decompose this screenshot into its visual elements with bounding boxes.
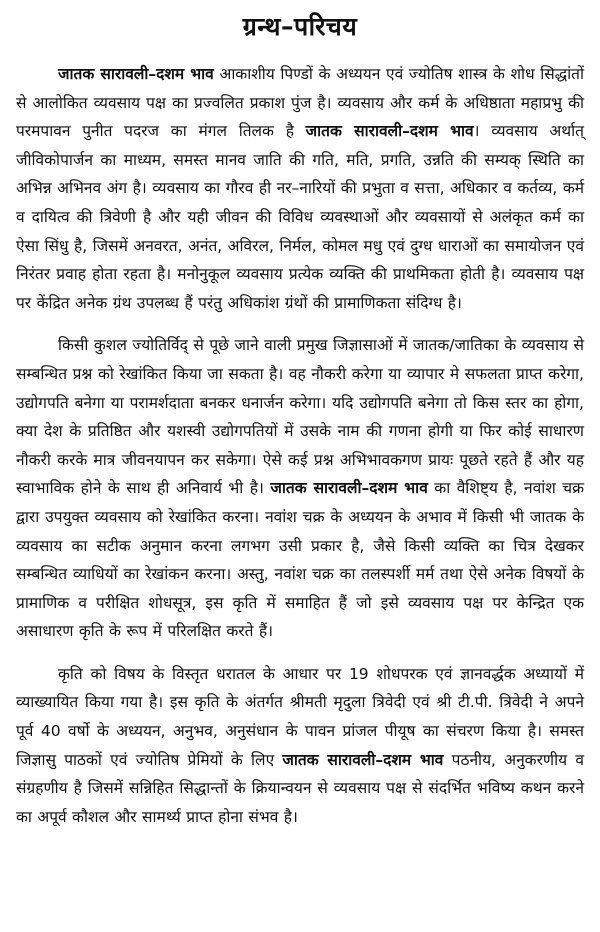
paragraph-text: आकाशीय पिण्डों के अध्ययन एवं ज्योतिष शास्त्र के शोध सिद्धांतों से आलोकित व्यवसाय पक्ष का प्रज्वलित प्रकाश पुंज है। व्यवसाय और कर्म के अधिष्ठाता महाप्रभु की परमपावन पुनीत पदरज का मंगल तिलक है — [16, 65, 584, 141]
paragraph-text: । व्यवसाय अर्थात् जीविकोपार्जन का माध्यम, समस्त मानव जाति की गति, मति, प्रगति, उन्नति की सम्यक् स्थिति का अभिन्न अभिनव अंग है। व्यवसाय का गौरव ही नर–नारियों की प्रभुता व सत्ता, अधिकार व कर्तव्य, कर्म व दायित्व की त्रिवेणी है और यही जीवन की विविध व्यवस्थाओं और व्यवसायों से अलंकृत कर्म का ऐसा सिंधु है, जिसमें अनवरत, अनंत, अविरल, निर्मल, कोमल मधु एवं दुग्ध धाराओं का समायोजन एवं निरंतर प्रवाह होता रहता है। मनोनुकूल व्यवसाय प्रत्येक व्यक्ति की प्राथमिकता होती है। व्यवसाय पक्ष पर केंद्रित अनेक ग्रंथ उपलब्ध हैं परंतु अधिकांश ग्रंथों की प्रामाणिकता संदिग्ध है। — [16, 122, 584, 312]
paragraph-3 — [16, 660, 584, 832]
paragraph-2 — [16, 331, 584, 646]
book-title-emphasis: जातक सारावली–दशम भाव — [282, 750, 444, 769]
paragraph-text: का वैशिष्ट्य है, नवांश चक्र द्वारा उपयुक्त व्यवसाय को रेखांकित करना। नवांश चक्र के अध्ययन के अभाव में किसी भी जातक के व्यवसाय का सटीक अनुमान करना लगभग उसी प्रकार है, जैसे किसी व्यक्ति का चित्र देखकर सम्बन्धित व्याधियों का रेखांकन करना। अस्तु, नवांश चक्र का तलस्पर्शी मर्म तथा ऐसे अनेक विषयों के प्रामाणिक व परीक्षित शोधसूत्र, इस कृति में समाहित हैं जो इसे व्यवसाय पक्ष पर केन्द्रित एक असाधारण कृति के रूप में परिलक्षित करते हैं। — [16, 479, 584, 641]
paragraph-text: पठनीय, अनुकरणीय व संग्रहणीय है जिसमें सन्निहित सिद्धान्तों के क्रियान्वयन से व्यवसाय पक्ष से संदर्भित भविष्य कथन करने का अपूर्व कौशल और सामर्थ्य प्राप्त होना संभव है। — [16, 750, 584, 826]
paragraph-1 — [16, 60, 584, 317]
book-title-emphasis: जातक सारावली–दशम भाव — [305, 122, 474, 141]
book-title-emphasis: जातक सारावली–दशम भाव — [270, 479, 428, 498]
page-title: ग्रन्थ–परिचय — [242, 12, 358, 41]
paragraph-text: किसी कुशल ज्योतिर्विद् से पूछे जाने वाली प्रमुख जिज्ञासाओं में जातक/जातिका के व्यवसाय से सम्बन्धित प्रश्न को रेखांकित किया जा सकता है। वह नौकरी करेगा या व्यापार मे सफलता प्राप्त करेगा, उद्योगपति बनेगा या परामर्शदाता बनकर धनार्जन करेगा। यदि उद्योगपति बनेगा तो किस स्तर का होगा, क्या देश के प्रतिष्ठित और यशस्वी उद्योगपतियों में उसके नाम की गणना होगी या फिर कोई साधारण नौकरी करके मात्र जीवनयापन कर सकेगा। ऐसे कई प्रश्न अभिभावकगण प्रायः पूछते रहते हैं और यह स्वाभाविक होने के साथ ही अनिवार्य भी है। — [16, 336, 584, 498]
book-title-emphasis: जातक सारावली–दशम भाव — [58, 65, 214, 83]
paragraph-text: कृति को विषय के विस्तृत धरातल के आधार पर 19 शोधपरक एवं ज्ञानवर्द्धक अध्यायों में व्याख्यायित किया गया है। इस कृति के अंतर्गत श्रीमती मृदुला त्रिवेदी एवं श्री टी.पी. त्रिवेदी ने अपने पूर्व 40 वर्षो के अध्ययन, अनुभव, अनुसंधान के पावन प्रांजल पीयूष का संचरण किया है। समस्त जिज्ञासु पाठकों एवं ज्योतिष प्रेमियों के लिए — [16, 664, 584, 769]
